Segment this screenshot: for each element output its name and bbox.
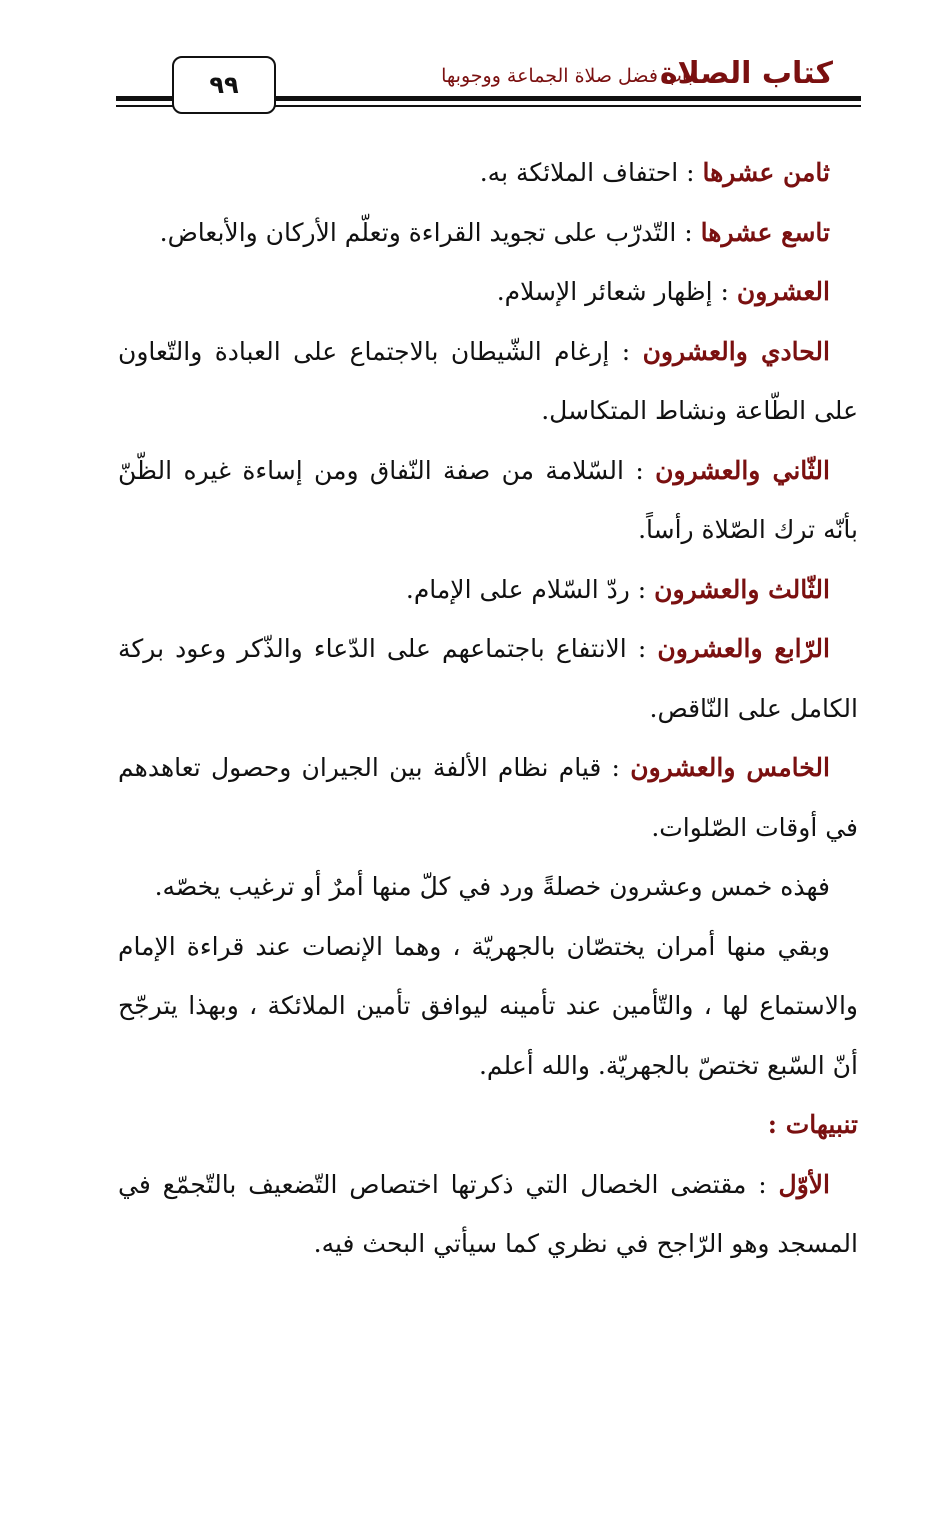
item-text: : احتفاف الملائكة به.: [479, 158, 703, 187]
item-text: : ردّ السّلام على الإمام.: [405, 574, 655, 604]
item-label: ثامن عشرها: [702, 158, 830, 187]
list-item: [118, 738, 858, 857]
summary-paragraph: فهذه خمس وعشرون خصلةً ورد في كلّ منها أمرٌ أو ترغيب يخصّه.: [154, 872, 830, 901]
notes-heading: تنبيهات :: [767, 1110, 858, 1139]
list-item: [118, 262, 858, 322]
page-number: ٩٩: [209, 71, 239, 99]
page-body: [118, 143, 858, 1274]
list-item: [118, 619, 858, 738]
item-label: الحادي والعشرون: [642, 336, 830, 366]
chapter-title: باب فضل صلاة الجماعة ووجوبها: [441, 65, 693, 87]
item-label: العشرون: [736, 277, 830, 306]
item-label: تاسع عشرها: [700, 217, 830, 247]
list-item: [118, 560, 858, 620]
page-number-box: [172, 56, 276, 114]
note-label: الأوّل: [778, 1169, 830, 1199]
list-item: [118, 322, 858, 441]
note-text: : مقتضى الخصال التي ذكرتها اختصاص التّضعيف بالتّجمّع في المسجد وهو الرّاجح في نظري كما سيأتي البحث فيه.: [118, 1169, 858, 1258]
item-label: الثّالث والعشرون: [654, 574, 830, 604]
item-label: الثّاني والعشرون: [655, 455, 830, 485]
item-label: الرّابع والعشرون: [657, 634, 830, 663]
note-item: [118, 1155, 858, 1274]
page-header: [0, 0, 945, 120]
list-item: [118, 441, 858, 560]
item-label: الخامس والعشرون: [630, 753, 830, 782]
list-item: [118, 143, 858, 203]
summary-paragraph: وبقي منها أمران يختصّان بالجهريّة ، وهما الإنصات عند قراءة الإمام والاستماع لها ، والتّأمين عند تأمينه ليوافق تأمين الملائكة ، وبهذا يترجّح أنّ السّبع تختصّ بالجهريّة. والله أعلم.: [118, 931, 858, 1080]
book-title: كتاب الصلاة: [659, 56, 833, 91]
item-text: : إظهار شعائر الإسلام.: [496, 277, 737, 306]
item-text: : الانتفاع باجتماعهم على الدّعاء والذّكر وعود بركة الكامل على النّاقص.: [118, 634, 858, 723]
list-item: [118, 203, 858, 263]
item-text: : قيام نظام الألفة بين الجيران وحصول تعاهدهم في أوقات الصّلوات.: [118, 753, 858, 842]
item-text: : السّلامة من صفة النّفاق ومن إساءة غيره الظّنّ بأنّه ترك الصّلاة رأساً.: [118, 455, 858, 544]
item-text: : إرغام الشّيطان بالاجتماع على العبادة والتّعاون على الطّاعة ونشاط المتكاسل.: [118, 336, 858, 425]
item-text: : التّدرّب على تجويد القراءة وتعلّم الأركان والأبعاض.: [159, 217, 701, 247]
